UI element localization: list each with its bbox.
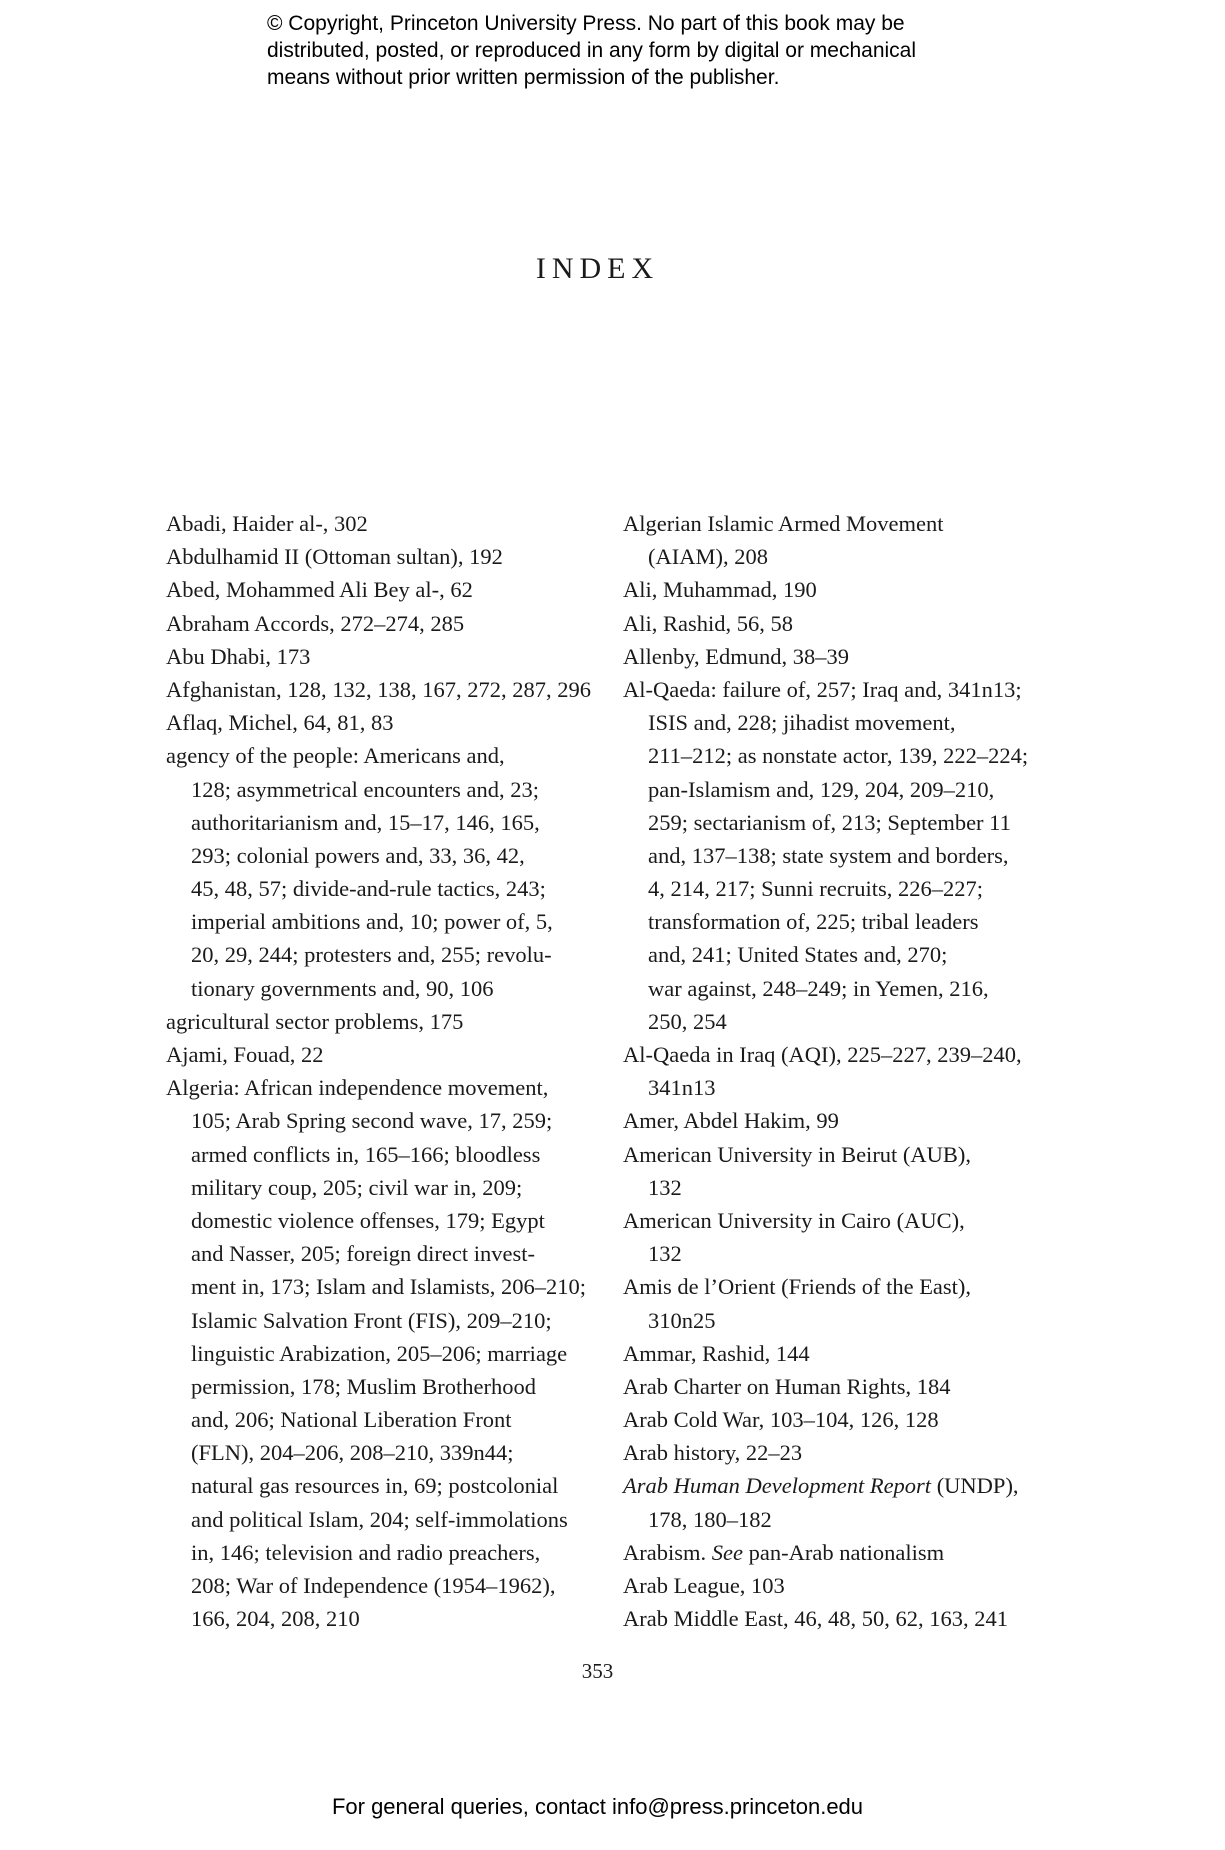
index-entry: Abed, Mohammed Ali Bey al-, 62 — [166, 577, 473, 603]
index-entry-continuation: domestic violence offenses, 179; Egypt — [191, 1207, 545, 1233]
index-entry: Amis de l’Orient (Friends of the East), — [623, 1274, 972, 1300]
index-entry-continuation: authoritarianism and, 15–17, 146, 165, — [191, 809, 540, 835]
index-entry-continuation: 208; War of Independence (1954–1962), — [191, 1573, 556, 1598]
index-entry-continuation: Islamic Salvation Front (FIS), 209–210; — [191, 1307, 552, 1333]
index-entry-continuation: in, 146; television and radio preachers, — [191, 1539, 541, 1565]
index-entry-continuation: natural gas resources in, 69; postcolonial — [191, 1473, 559, 1499]
index-entry: Arab Cold War, 103–104, 126, 128 — [623, 1407, 939, 1433]
index-entry: Algerian Islamic Armed Movement — [623, 511, 944, 536]
index-entry: Al-Qaeda in Iraq (AQI), 225–227, 239–240, — [623, 1042, 1022, 1067]
index-entry: Ammar, Rashid, 144 — [623, 1340, 810, 1366]
index-entry-continuation: armed conflicts in, 165–166; bloodless — [191, 1141, 541, 1167]
index-entry: Aflaq, Michel, 64, 81, 83 — [166, 710, 394, 736]
index-entry-continuation: and, 241; United States and, 270; — [648, 942, 948, 968]
index-entry-continuation: imperial ambitions and, 10; power of, 5, — [191, 909, 553, 935]
index-entry-continuation: 132 — [648, 1241, 682, 1267]
index-entry-continuation: 211–212; as nonstate actor, 139, 222–224; — [648, 743, 1029, 769]
index-entry-continuation: 20, 29, 244; protesters and, 255; revolu- — [191, 942, 552, 968]
index-entry-continuation: 105; Arab Spring second wave, 17, 259; — [191, 1108, 553, 1134]
index-column-left — [166, 507, 596, 1635]
index-entry-continuation: 293; colonial powers and, 33, 36, 42, — [191, 842, 525, 868]
index-entry-continuation: ment in, 173; Islam and Islamists, 206–210; — [191, 1274, 586, 1300]
index-entry-continuation: pan-Islamism and, 129, 204, 209–210, — [648, 776, 995, 802]
entry-text: Arabism. — [623, 1539, 712, 1565]
index-entry-continuation: war against, 248–249; in Yemen, 216, — [648, 975, 989, 1001]
index-entry-continuation: permission, 178; Muslim Brotherhood — [191, 1373, 536, 1399]
index-entry-continuation: 166, 204, 208, 210 — [191, 1606, 360, 1632]
index-entry — [623, 1536, 1053, 1569]
index-entry: Ali, Rashid, 56, 58 — [623, 610, 794, 636]
index-entry: Amer, Abdel Hakim, 99 — [623, 1108, 839, 1134]
entry-text: (UNDP), — [931, 1473, 1019, 1499]
index-entry-continuation: ISIS and, 228; jihadist movement, — [648, 710, 956, 736]
index-entry-continuation: (AIAM), 208 — [648, 544, 768, 570]
footer-contact: For general queries, contact info@press.princeton.edu — [331, 1794, 864, 1819]
index-entry-continuation: and, 206; National Liberation Front — [191, 1407, 512, 1433]
index-entry-continuation: military coup, 205; civil war in, 209; — [191, 1174, 523, 1200]
index-entry: Allenby, Edmund, 38–39 — [623, 643, 850, 669]
index-entry-continuation: 259; sectarianism of, 213; September 11 — [648, 809, 1011, 835]
index-entry: Abdulhamid II (Ottoman sultan), 192 — [166, 544, 503, 570]
index-entry: Afghanistan, 128, 132, 138, 167, 272, 287, 296 — [166, 676, 591, 702]
page-number: 353 — [581, 1659, 614, 1683]
index-entry-continuation: and Nasser, 205; foreign direct invest- — [191, 1241, 535, 1267]
entry-text: pan-Arab nationalism — [742, 1539, 945, 1565]
index-entry-continuation: linguistic Arabization, 205–206; marriage — [191, 1340, 568, 1366]
index-entry-continuation: 178, 180–182 — [648, 1506, 772, 1532]
index-entry-continuation: 341n13 — [648, 1075, 716, 1101]
copyright-line: © Copyright, Princeton University Press. No part of this book may be — [267, 12, 905, 35]
index-entry-continuation: 128; asymmetrical encounters and, 23; — [191, 776, 540, 802]
copyright-line: means without prior written permission of the publisher. — [267, 66, 780, 89]
index-entry-continuation: (FLN), 204–206, 208–210, 339n44; — [191, 1440, 514, 1466]
copyright-notice — [267, 10, 1027, 91]
index-entry: Arab League, 103 — [623, 1573, 785, 1598]
index-entry-continuation: 310n25 — [648, 1307, 716, 1333]
copyright-line: distributed, posted, or reproduced in any form by digital or mechanical — [267, 39, 917, 62]
index-entry-continuation: transformation of, 225; tribal leaders — [648, 909, 979, 935]
index-entry-continuation: and, 137–138; state system and borders, — [648, 842, 1009, 868]
index-entry: Arab history, 22–23 — [623, 1440, 803, 1466]
index-entry: Arab Middle East, 46, 48, 50, 62, 163, 241 — [623, 1606, 1008, 1632]
index-entry: American University in Beirut (AUB), — [623, 1141, 972, 1167]
index-entry-continuation: 132 — [648, 1174, 682, 1200]
page-title: INDEX — [535, 252, 660, 285]
index-entry-continuation: tionary governments and, 90, 106 — [191, 975, 494, 1001]
index-entry-continuation: 4, 214, 217; Sunni recruits, 226–227; — [648, 876, 983, 902]
index-entry: Abu Dhabi, 173 — [166, 643, 311, 669]
index-entry: Arab Charter on Human Rights, 184 — [623, 1373, 951, 1399]
entry-italic-text: See — [711, 1539, 743, 1565]
entry-italic-text: Arab Human Development Report — [623, 1473, 932, 1499]
index-entry: Abadi, Haider al-, 302 — [166, 511, 368, 536]
index-entry: agency of the people: Americans and, — [166, 743, 505, 769]
index-entry-continuation: and political Islam, 204; self-immolations — [191, 1506, 568, 1532]
index-entry-continuation: 250, 254 — [648, 1008, 727, 1034]
index-column-right — [623, 507, 1053, 1635]
index-entry: Al-Qaeda: failure of, 257; Iraq and, 341n13; — [623, 676, 1022, 702]
index-entry: Ali, Muhammad, 190 — [623, 577, 817, 603]
index-entry: Ajami, Fouad, 22 — [166, 1042, 324, 1067]
index-entry-continuation: 45, 48, 57; divide-and-rule tactics, 243; — [191, 876, 546, 902]
index-entry: Algeria: African independence movement, — [166, 1075, 549, 1101]
index-entry: American University in Cairo (AUC), — [623, 1207, 965, 1233]
index-entry — [623, 1469, 1053, 1502]
index-entry: agricultural sector problems, 175 — [166, 1008, 464, 1034]
index-entry: Abraham Accords, 272–274, 285 — [166, 610, 465, 636]
